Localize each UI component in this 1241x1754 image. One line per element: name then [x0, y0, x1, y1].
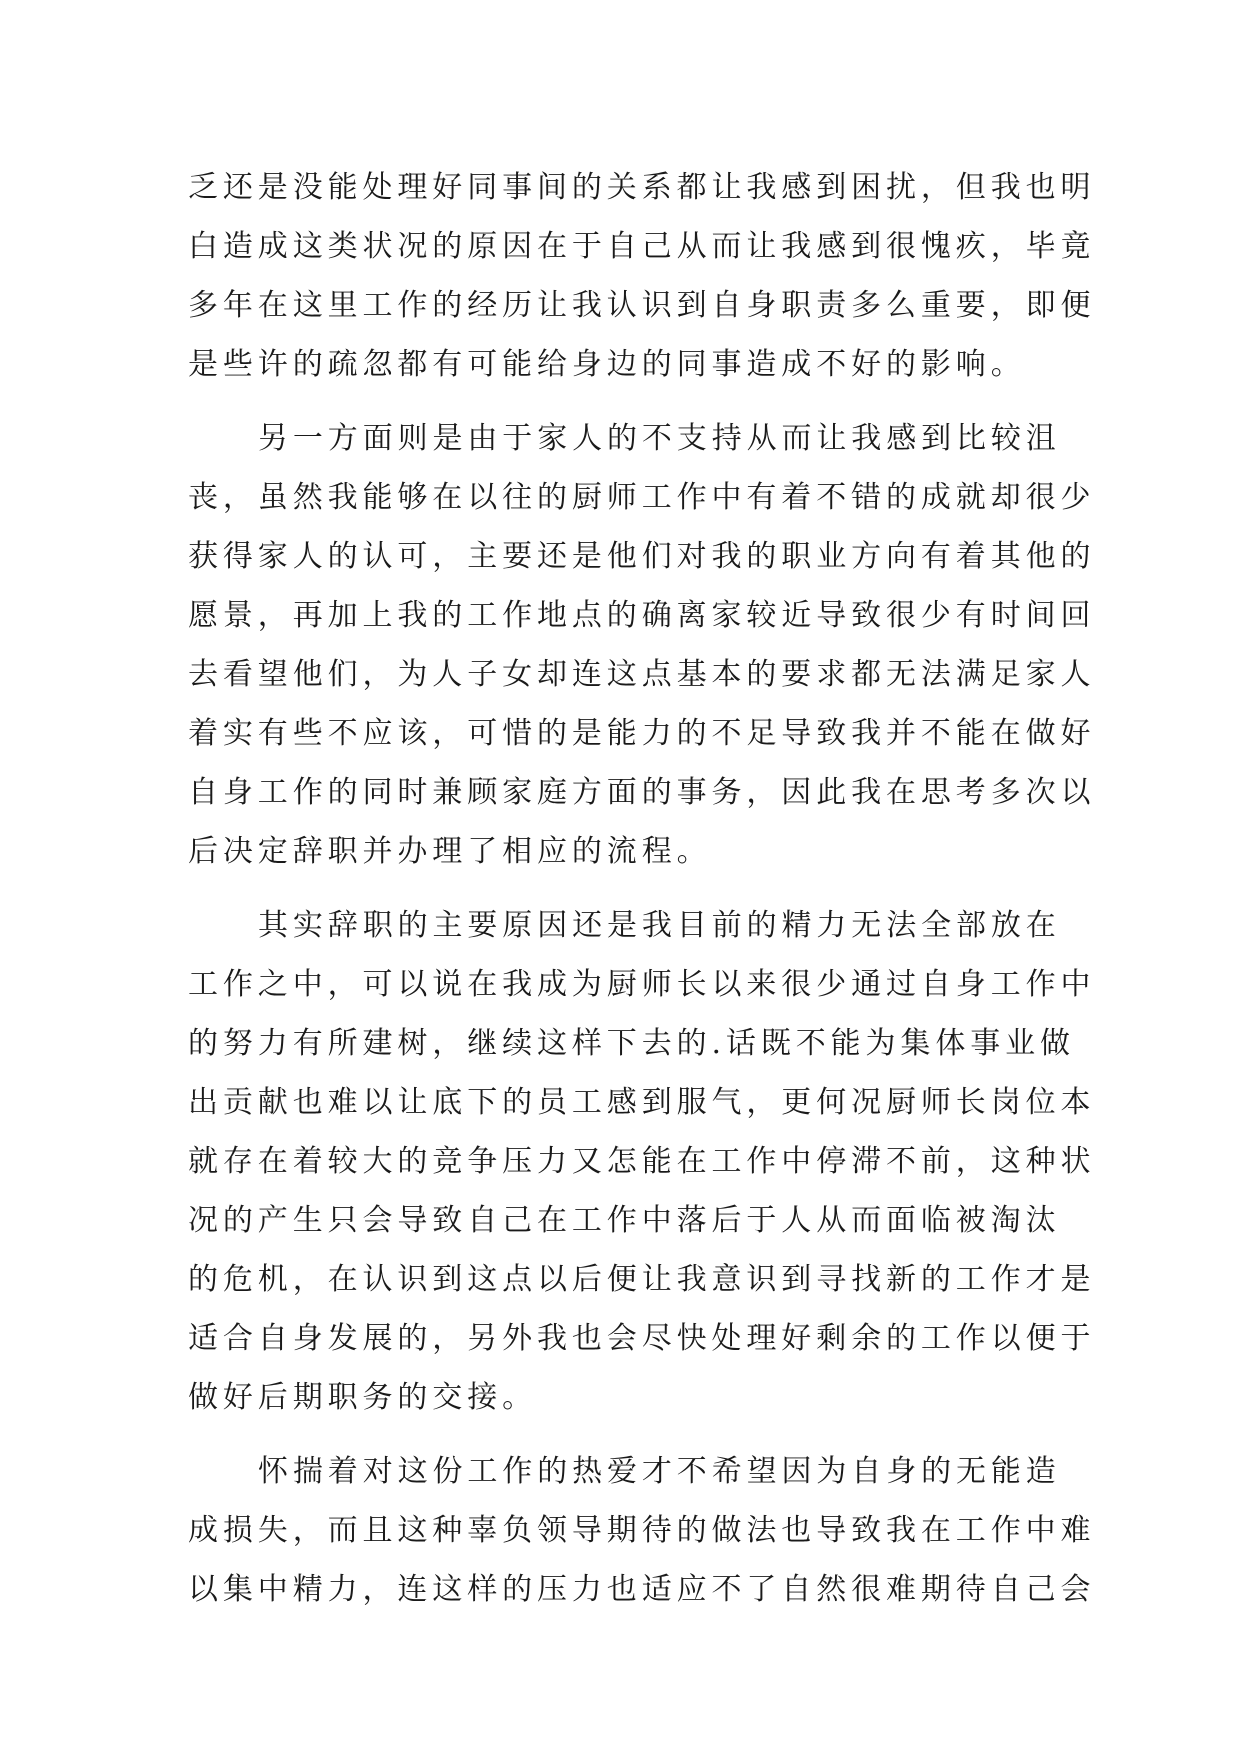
text-line: 就存在着较大的竞争压力又怎能在工作中停滞不前，这种状 — [188, 1144, 1096, 1179]
text-line: 另一方面则是由于家人的不支持从而让我感到比较沮 — [258, 421, 1061, 456]
text-line: 的努力有所建树，继续这样下去的.话既不能为集体事业做 — [188, 1026, 1075, 1061]
paragraph — [188, 409, 1096, 881]
text-line: 去看望他们，为人子女却连这点基本的要求都无法满足家人 — [188, 657, 1096, 692]
text-line: 成损失，而且这种辜负领导期待的做法也导致我在工作中难 — [188, 1513, 1096, 1548]
paragraph — [188, 896, 1096, 1427]
text-line: 是些许的疏忽都有可能给身边的同事造成不好的影响。 — [188, 347, 1026, 382]
text-line: 其实辞职的主要原因还是我目前的精力无法全部放在 — [258, 908, 1061, 943]
text-line: 着实有些不应该，可惜的是能力的不足导致我并不能在做好 — [188, 716, 1096, 751]
paragraph-spacer — [188, 881, 1054, 896]
text-line: 获得家人的认可，主要还是他们对我的职业方向有着其他的 — [188, 539, 1096, 574]
text-line: 怀揣着对这份工作的热爱才不希望因为自身的无能造 — [258, 1454, 1061, 1489]
text-line: 自身工作的同时兼顾家庭方面的事务，因此我在思考多次以 — [188, 775, 1096, 810]
paragraph-spacer — [188, 1427, 1054, 1442]
text-line: 适合自身发展的，另外我也会尽快处理好剩余的工作以便于 — [188, 1321, 1096, 1356]
text-line: 愿景，再加上我的工作地点的确离家较近导致很少有时间回 — [188, 598, 1096, 633]
document-body — [188, 158, 1096, 1619]
text-line: 多年在这里工作的经历让我认识到自身职责多么重要，即便 — [188, 288, 1096, 323]
text-line: 做好后期职务的交接。 — [188, 1380, 537, 1415]
paragraph — [188, 158, 1096, 394]
text-line: 丧，虽然我能够在以往的厨师工作中有着不错的成就却很少 — [188, 480, 1096, 515]
text-line: 的危机，在认识到这点以后便让我意识到寻找新的工作才是 — [188, 1262, 1096, 1297]
text-line: 白造成这类状况的原因在于自己从而让我感到很愧疚，毕竟 — [188, 229, 1096, 264]
paragraph — [188, 1442, 1096, 1619]
text-line: 工作之中，可以说在我成为厨师长以来很少通过自身工作中 — [188, 967, 1096, 1002]
text-line: 后决定辞职并办理了相应的流程。 — [188, 834, 712, 869]
text-line: 出贡献也难以让底下的员工感到服气，更何况厨师长岗位本 — [188, 1085, 1096, 1120]
text-line: 以集中精力，连这样的压力也适应不了自然很难期待自己会 — [188, 1572, 1096, 1607]
text-line: 乏还是没能处理好同事间的关系都让我感到困扰，但我也明 — [188, 170, 1096, 205]
paragraph-spacer — [188, 394, 1054, 409]
text-line: 况的产生只会导致自己在工作中落后于人从而面临被淘汰 — [188, 1203, 1061, 1238]
